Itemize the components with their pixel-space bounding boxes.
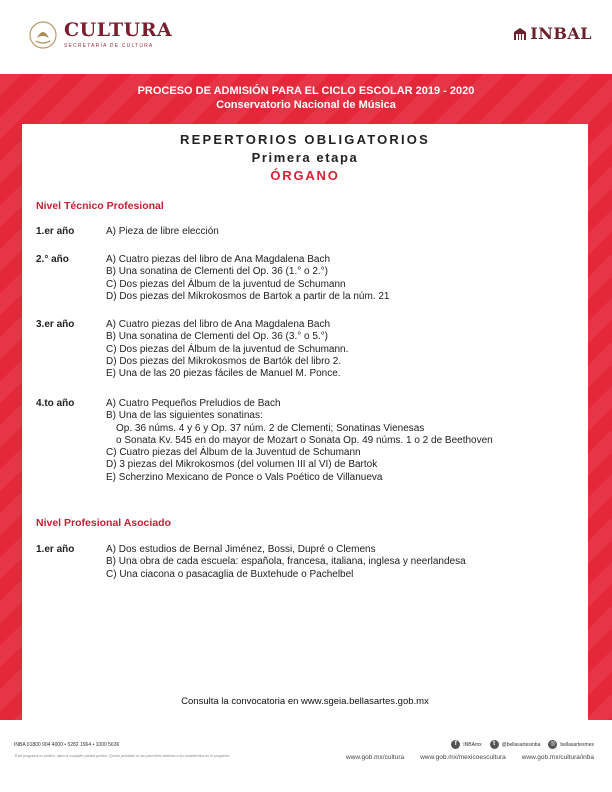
page-title: REPERTORIOS OBLIGATORIOS [180,132,430,147]
repertoire-line: A) Pieza de libre elección [106,226,219,237]
repertoire-line: A) Dos estudios de Bernal Jiménez, Bossi, Dupré o Clemens [106,544,376,555]
footer-link[interactable]: www.gob.mx/mexicoescultura [420,754,506,761]
footer-link[interactable]: www.gob.mx/cultura/inba [521,754,594,761]
repertoire-line: C) Cuatro piezas del Álbum de la Juventud de Schumann [106,447,361,459]
repertoire-line: o Sonata Kv. 545 en do mayor de Mozart o Sonata Op. 49 núms. 1 o 2 de Beethoven [116,434,493,446]
social-handle: bellasartesmex [560,741,594,748]
repertoire-line: D) Dos piezas del Mikrokosmos de Bartók del libro 2. [106,355,342,367]
cultura-wordmark: CULTURA [64,19,173,41]
repertoire-line: A) Cuatro Pequeños Preludios de Bach [106,398,281,409]
cultura-logo [28,20,172,50]
consulta-note: Consulta la convocatoria en www.sgeia.bellasartes.gob.mx [181,696,429,707]
repertoire-line: A) Cuatro piezas del libro de Ana Magdalena Bach [106,319,331,330]
year-repertoire [106,319,348,380]
repertoire-line: B) Una de las siguientes sonatinas: [106,410,263,422]
social-instagram[interactable] [548,740,594,749]
social-facebook[interactable] [451,740,481,749]
repertoire-line: B) Una obra de cada escuela: española, francesa, italiana, inglesa y neerlandesa [106,556,466,568]
social-handle: @bellasartesinba [501,741,541,748]
footer-social [443,740,594,749]
repertoire-line: C) Dos piezas del Álbum de la juventud de Schumann [106,278,346,290]
year-label: 2.° año [36,254,69,265]
repertoire-line: A) Cuatro piezas del libro de Ana Magdalena Bach [106,254,331,265]
repertoire-line: D) Dos piezas del Mikrokosmos de Bartok a partir de la núm. 21 [106,290,390,302]
inbal-wordmark: INBAL [530,24,592,43]
repertoire-line: D) 3 piezas del Mikrokosmos (del volumen III al VI) de Bartok [106,459,378,471]
inbal-logo [513,24,592,43]
top-header [0,0,612,74]
section-heading-asociado: Nivel Profesional Asociado [36,517,171,529]
year-repertoire [106,544,466,581]
content-card [22,124,588,720]
social-twitter[interactable] [490,740,541,749]
band-title [0,84,612,112]
year-repertoire [106,226,219,238]
twitter-icon: t [490,740,499,749]
instrument-title: ÓRGANO [270,168,340,183]
year-label: 1.er año [36,544,75,555]
section-heading-tecnico: Nivel Técnico Profesional [36,200,164,212]
facebook-icon: f [451,740,460,749]
year-label: 1.er año [36,226,75,237]
cultura-subtitle: SECRETARÍA DE CULTURA [64,43,154,49]
year-repertoire [106,398,493,484]
footer-link[interactable]: www.gob.mx/cultura [345,754,405,761]
palace-icon [513,27,527,41]
year-repertoire [106,254,389,303]
eagle-emblem-icon [28,20,58,50]
year-label: 4.to año [36,398,75,409]
repertoire-line: Op. 36 núms. 4 y 6 y Op. 37 núm. 2 de Clementi; Sonatinas Vienesas [116,422,425,434]
social-handle: INBAmx [463,741,482,748]
footer-links [330,754,594,761]
repertoire-line: E) Scherzino Mexicano de Ponce o Vals Poético de Villanueva [106,471,383,483]
band-title-line1: PROCESO DE ADMISIÓN PARA EL CICLO ESCOLAR 2019 - 2020 [137,85,475,97]
footer-legal: "Este programa es público, ajeno a cualquier partido político. Queda prohibido el uso para fines distintos a los establecidos en el programa" [14,754,231,758]
year-label: 3.er año [36,319,75,330]
instagram-icon: ◎ [550,741,556,747]
stage-title: Primera etapa [251,150,359,165]
page-footer [0,720,612,792]
repertoire-line: C) Dos piezas del Álbum de la juventud de Schumann. [106,343,349,355]
repertoire-line: B) Una sonatina de Clementi del Op. 36 (1.° o 2.°) [106,266,329,278]
footer-phones: INBA 01800 904 4000 • 5282 1964 • 1000 5636 [14,742,120,748]
band-title-line2: Conservatorio Nacional de Música [216,99,396,111]
repertoire-line: B) Una sonatina de Clementi del Op. 36 (3.° o 5.°) [106,331,329,343]
repertoire-line: C) Una ciacona o pasacaglia de Buxtehude o Pachelbel [106,568,354,580]
repertoire-line: E) Una de las 20 piezas fáciles de Manuel M. Ponce. [106,368,341,380]
